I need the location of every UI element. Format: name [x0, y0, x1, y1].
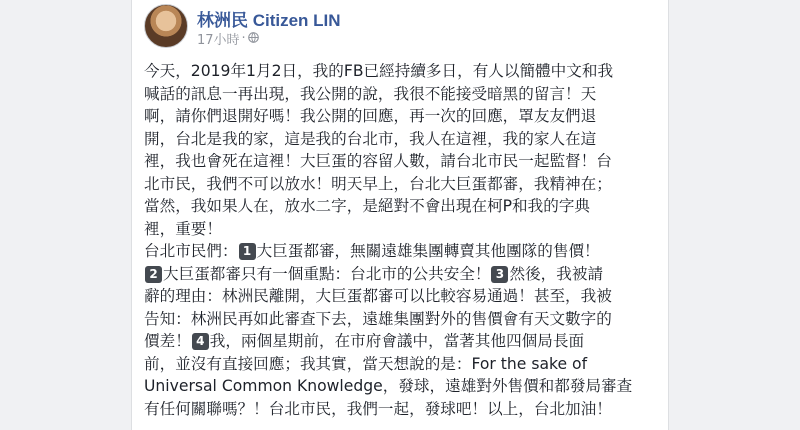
post-text-segment: 喊話的訊息一再出現，我公開的說，我很不能接受暗黑的留言！天 [144, 84, 597, 103]
post-text-line [144, 353, 656, 376]
number-keycap-icon: 1 [239, 243, 256, 260]
post-text-line [144, 105, 656, 128]
number-keycap-icon: 4 [192, 333, 209, 350]
post-text-line [144, 150, 656, 173]
number-keycap-icon: 2 [145, 266, 162, 283]
post-text-segment: 有任何關聯嗎？！台北市民，我們一起，發球吧！以上，台北加油！ [144, 399, 612, 418]
post-text-segment: Universal Common Knowledge，發球，遠雄對外售價和都發局審查 [144, 377, 633, 395]
post-text-line [144, 60, 656, 83]
post-text-segment: 前，並沒有直接回應；我其實，當天想說的是：For the sake of [144, 354, 588, 373]
post-text-segment: 北市民，我們不可以放水！明天早上，台北大巨蛋都審，我精神在； [144, 174, 612, 193]
post-text-segment: 大巨蛋都審只有一個重點：台北市的公共安全！ [163, 264, 491, 283]
post-meta [197, 29, 259, 48]
post-text-line [144, 308, 656, 331]
post-text-line [144, 240, 656, 263]
post-text-segment: 台北市民們： [144, 242, 238, 260]
post-text-segment: 當然，我如果人在，放水二字，是絕對不會出現在柯P和我的字典 [144, 197, 591, 215]
post-text-segment: 大巨蛋都審，無關遠雄集團轉賣其他團隊的售價！ [256, 242, 600, 260]
post-text-line [144, 398, 656, 421]
meta-separator: · [241, 31, 246, 46]
post-text-line [144, 285, 656, 308]
author-name[interactable]: 林洲民 Citizen LIN [197, 11, 341, 30]
number-keycap-icon: 3 [491, 266, 508, 283]
post-text-line [144, 330, 656, 353]
post-card [131, 0, 669, 430]
post-text-line [144, 218, 656, 241]
post-text-line [144, 195, 656, 218]
globe-icon[interactable] [248, 31, 259, 46]
post-text-segment: 裡，我也會死在這裡！大巨蛋的容留人數，請台北市民一起監督！台 [144, 152, 612, 170]
post-text-segment: 裡，重要！ [144, 219, 222, 238]
post-text-line [144, 375, 656, 398]
post-text-segment: 辭的理由：林洲民離開，大巨蛋都審可以比較容易通過！甚至，我被 [144, 287, 612, 305]
avatar[interactable] [144, 4, 188, 48]
post-text-line [144, 83, 656, 106]
post-text-segment: 今天，2019年1月2日，我的FB已經持續多日，有人以簡體中文和我 [144, 62, 614, 80]
post-text-line [144, 173, 656, 196]
post-text-segment: 開，台北是我的家，這是我的台北市，我人在這裡，我的家人在這 [144, 129, 597, 148]
post-text-segment: 告知：林洲民再如此審查下去，遠雄集團對外的售價會有天文數字的 [144, 309, 612, 328]
post-header [144, 4, 658, 48]
post-text-segment: 價差！ [144, 332, 191, 350]
post-text-segment: 然後，我被請 [509, 264, 604, 283]
post-text-line [144, 263, 656, 286]
post-text-segment: 啊，請你們退開好嗎！我公開的回應，再一次的回應，罩友友們退 [144, 107, 597, 125]
post-body [144, 60, 656, 420]
post-text-line [144, 128, 656, 151]
post-timestamp[interactable]: 17小時 [197, 33, 240, 48]
post-text-segment: 我，兩個星期前，在市府會議中，當著其他四個局長面 [209, 332, 585, 350]
